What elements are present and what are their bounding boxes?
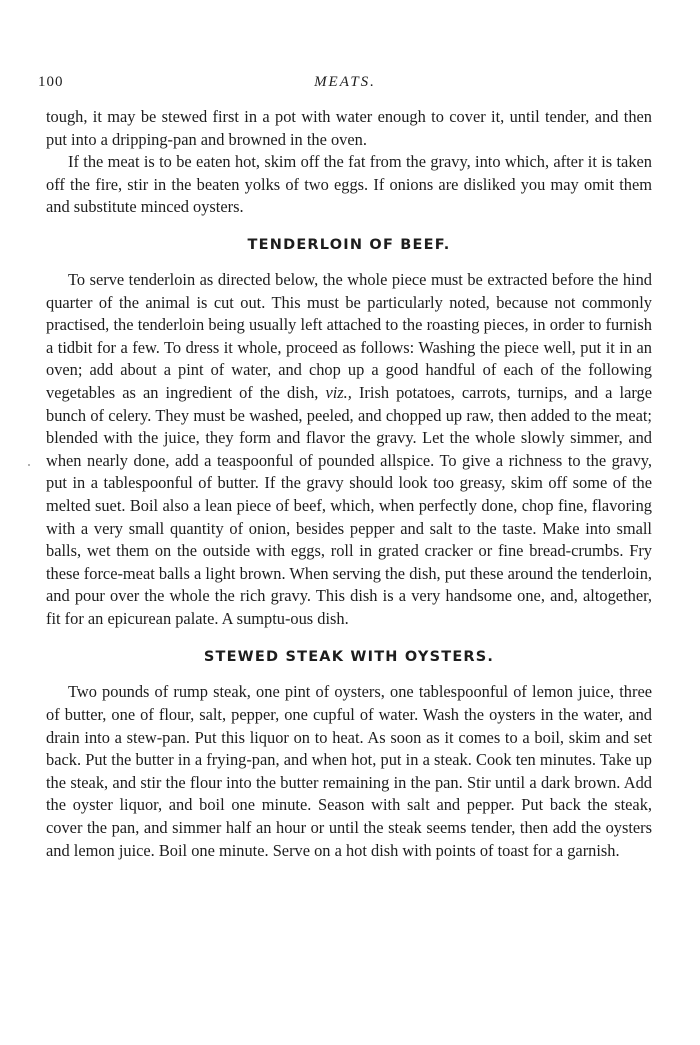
running-head [38,68,652,92]
running-title: MEATS. [314,74,376,90]
viz-abbreviation: viz., [325,382,352,402]
page-number: 100 [38,74,64,90]
tenderloin-paragraph [46,269,652,631]
gravy-paragraph: If the meat is to be eaten hot, skim off the fat from the gravy, into which, after it is taken off the fire, stir in the beaten yolks of two eggs. If onions are disliked you may omit them and substitute minced oysters. [46,152,652,217]
continuation-paragraph: tough, it may be stewed first in a pot with water enough to cover it, until tender, and then put into a dripping-pan and browned in the oven. [46,107,652,149]
page-body [46,106,652,862]
tenderloin-text-part2: Irish potatoes, carrots, turnips, and a large bunch of celery. They must be washed, peeled, and chopped up raw, then added to the meat; blended with the juice, they form and flavor the gravy. Let the whole slowly simmer, and when nearly done, add a teaspoonful of pounded allspice. To give a richness to the gravy, put in a tablespoonful of butter. If the gravy should look too greasy, skim off some of the melted suet. Boil also a lean piece of beef, which, when perfectly done, chop fine, flavoring with a very small quantity of onion, besides pepper and salt to the taste. Make into small balls, wet them on the outside with eggs, roll in grated cracker or fine bread-crumbs. Fry these force-meat balls a light brown. When serving the dish, put these around the tenderloin, and pour over the whole the rich gravy. This dish is a very handsome one, and, altogether, fit for an epicurean palate. A sumptu-ous dish. [46,382,652,628]
tenderloin-text-part1: To serve tenderloin as directed below, the whole piece must be extracted before the hind quarter of the animal is cut out. This must be particularly noted, because not commonly practised, the tenderloin being usually left attached to the roasting pieces, in order to furnish a tidbit for a few. To dress it whole, proceed as follows: Washing the piece well, put it in an oven; add about a pint of water, and chop up a good handful of each of the following vegetables as an ingredient of the dish, [46,269,652,402]
stewed-steak-paragraph: Two pounds of rump steak, one pint of oysters, one tablespoonful of lemon juice, three of butter, one of flour, salt, pepper, one cupful of water. Wash the oysters in the water, and drain into a stew-pan. Put this liquor on to heat. As soon as it comes to a boil, skim and set back. Put the butter in a frying-pan, and when hot, put in a steak. Cook ten minutes. Take up the steak, and stir the flour into the butter remaining in the pan. Stir until a dark brown. Add the oyster liquor, and boil one minute. Season with salt and pepper. Put back the steak, cover the pan, and simmer half an hour or until the steak seems tender, then add the oysters and lemon juice. Boil one minute. Serve on a hot dish with points of toast for a garnish. [46,682,652,860]
tenderloin-heading: TENDERLOIN OF BEEF. [247,236,451,253]
margin-speck [28,464,30,466]
stewed-steak-heading: STEWED STEAK WITH OYSTERS. [203,649,495,666]
